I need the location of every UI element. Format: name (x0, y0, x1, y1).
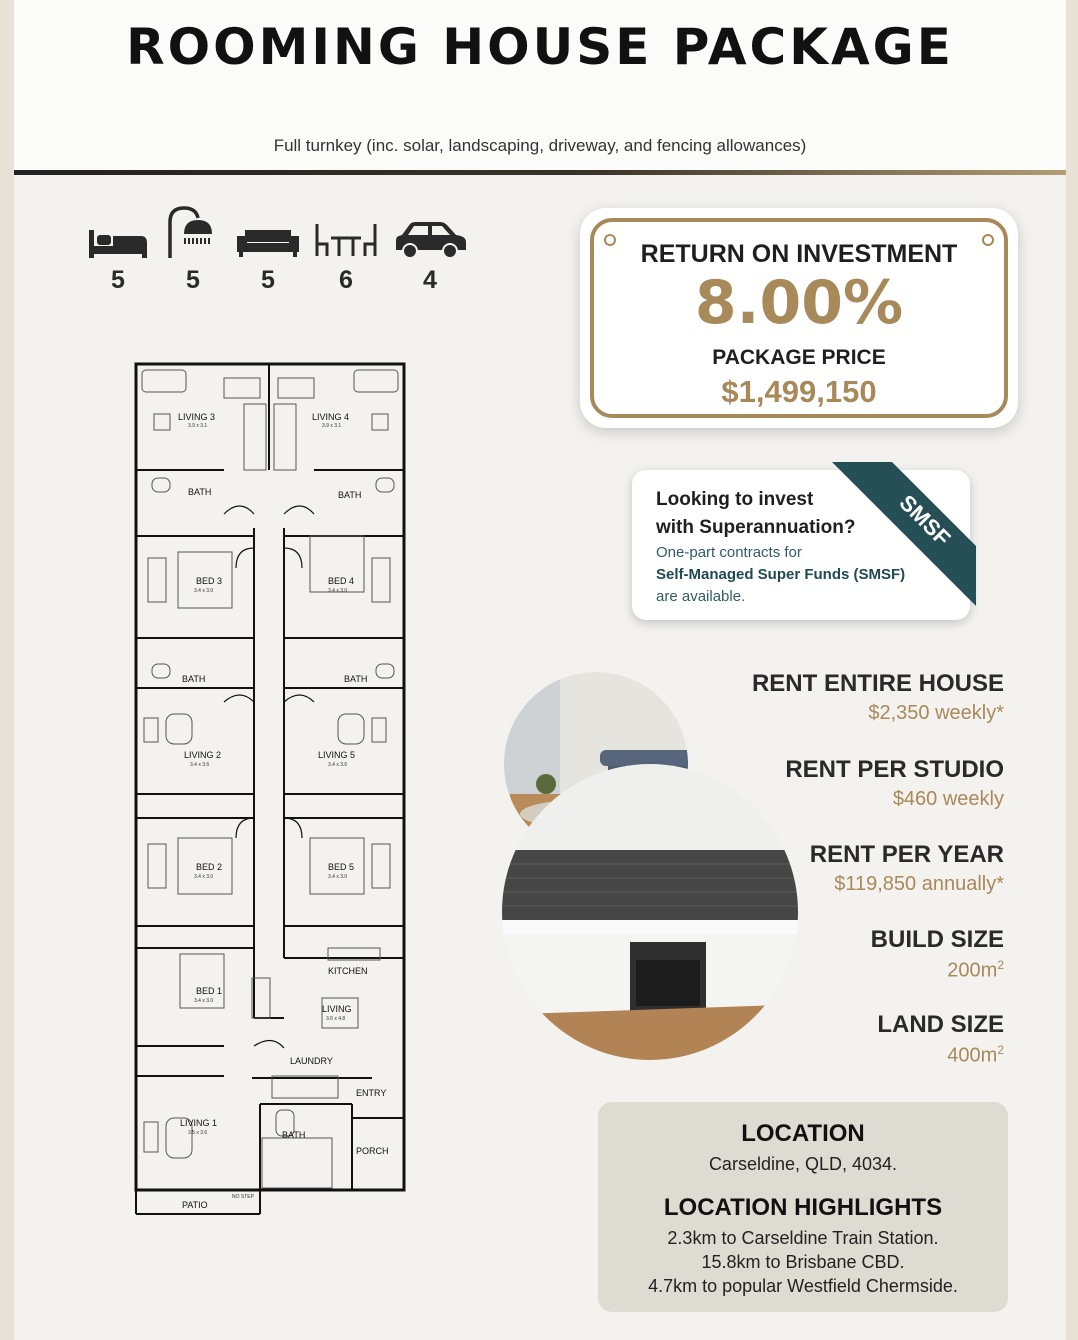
smsf-ribbon (832, 462, 992, 612)
feature-living (228, 210, 308, 295)
bed-icon (87, 210, 149, 260)
page-title: ROOMING HOUSE PACKAGE (126, 18, 954, 76)
package-price: $1,499,150 (721, 374, 877, 409)
location-box (598, 1102, 1008, 1312)
stat-rent-studio-value: $460 weekly (892, 788, 1004, 810)
dining-icon (311, 210, 381, 260)
smsf-question-line-2: with Superannuation? (656, 517, 856, 538)
room-bath-2: BATH (182, 674, 206, 684)
feature-icons (78, 210, 498, 320)
no-step-label: NO STEP (232, 1194, 254, 1200)
stat-rent-house-label: RENT ENTIRE HOUSE (751, 670, 1004, 697)
location-highlight: 2.3km to Carseldine Train Station. (667, 1228, 939, 1248)
room-bed-4: BED 4 (328, 576, 355, 586)
room-bath-1: BATH (282, 1130, 306, 1140)
location-highlights-title: LOCATION HIGHLIGHTS (663, 1194, 943, 1221)
roi-heading: RETURN ON INVESTMENT (640, 240, 958, 268)
stat-rent-studio-label: RENT PER STUDIO (785, 756, 1004, 783)
room-bath-3: BATH (188, 487, 212, 497)
room-bed-1-size: 3.4 x 3.0 (194, 998, 214, 1004)
room-living-1: LIVING 1 (180, 1118, 218, 1128)
room-entry: ENTRY (356, 1088, 387, 1098)
room-living: LIVING (322, 1004, 352, 1014)
room-living-3-size: 3.9 x 3.1 (188, 423, 208, 429)
dining-count: 6 (339, 266, 353, 294)
car-icon (390, 210, 470, 260)
room-patio: PATIO (182, 1200, 208, 1210)
header-divider (14, 170, 1066, 175)
flyer-page (14, 0, 1066, 1340)
build-size-number: 200m (947, 959, 998, 982)
room-bed-5: BED 5 (328, 862, 355, 872)
stat-land-size-label: LAND SIZE (877, 1011, 1004, 1038)
room-living-2-size: 3.4 x 3.6 (190, 762, 210, 768)
stat-rent-studio (704, 756, 1004, 811)
stat-land-size (704, 1011, 1004, 1068)
package-price-label: PACKAGE PRICE (712, 346, 886, 369)
roi-value: 8.00% (694, 268, 904, 338)
location-address: Carseldine, QLD, 4034. (708, 1154, 898, 1174)
roi-card (580, 208, 1018, 428)
shower-icon (162, 202, 224, 260)
stat-rent-house-value: $2,350 weekly* (868, 702, 1004, 724)
stat-rent-house (704, 670, 1004, 725)
bedroom-count: 5 (111, 266, 125, 294)
smsf-question-line-1: Looking to invest (656, 489, 814, 510)
room-living-5-size: 3.4 x 3.6 (328, 762, 348, 768)
land-size-number: 400m (947, 1044, 998, 1067)
room-kitchen: KITCHEN (328, 966, 368, 976)
feature-dining (306, 210, 386, 295)
bathroom-count: 5 (186, 266, 200, 294)
room-bed-4-size: 3.4 x 3.0 (328, 588, 348, 594)
room-bath-5: BATH (344, 674, 368, 684)
location-highlight: 15.8km to Brisbane CBD. (701, 1252, 905, 1272)
room-living-3: LIVING 3 (178, 412, 216, 422)
living-count: 5 (261, 266, 275, 294)
room-bath-4: BATH (338, 490, 362, 500)
stat-land-size-value (704, 1043, 1004, 1068)
smsf-desc-line-2: Self-Managed Super Funds (SMSF) (656, 566, 906, 583)
header (14, 0, 1066, 172)
feature-bedrooms (78, 210, 158, 295)
room-bed-5-size: 3.4 x 3.0 (328, 874, 348, 880)
room-living-size: 3.6 x 4.8 (326, 1016, 346, 1022)
room-porch: PORCH (356, 1146, 389, 1156)
floor-plan (132, 358, 414, 1220)
room-living-4: LIVING 4 (312, 412, 350, 422)
sofa-icon (233, 210, 303, 260)
stat-build-size (704, 926, 1004, 983)
parking-count: 4 (423, 266, 437, 294)
smsf-question (656, 486, 856, 542)
stat-rent-year-value: $119,850 annually* (834, 873, 1004, 895)
feature-bathrooms (153, 210, 233, 295)
room-bed-3-size: 3.4 x 3.0 (194, 588, 214, 594)
smsf-desc-line-3: are available. (656, 588, 746, 605)
stat-build-size-value (704, 958, 1004, 983)
location-title: LOCATION (741, 1120, 865, 1147)
stat-rent-year (704, 841, 1004, 896)
roi-frame (590, 218, 1008, 418)
room-bed-3: BED 3 (196, 576, 223, 586)
room-living-1-size: 3.5 x 3.6 (188, 1130, 208, 1136)
stat-rent-year-label: RENT PER YEAR (809, 841, 1004, 868)
room-bed-2: BED 2 (196, 862, 223, 872)
location-highlight: 4.7km to popular Westfield Chermside. (648, 1276, 958, 1296)
land-size-unit-sup: 2 (997, 1043, 1004, 1057)
room-bed-1: BED 1 (196, 986, 223, 996)
smsf-desc-line-1: One-part contracts for (656, 544, 802, 561)
room-living-4-size: 3.9 x 3.1 (322, 423, 342, 429)
room-living-5: LIVING 5 (318, 750, 356, 760)
room-laundry: LAUNDRY (290, 1056, 333, 1066)
smsf-ribbon-text: SMSF (894, 489, 956, 551)
build-size-unit-sup: 2 (997, 958, 1004, 972)
feature-parking (390, 210, 470, 295)
room-bed-2-size: 3.4 x 3.0 (194, 874, 214, 880)
page-subtitle: Full turnkey (inc. solar, landscaping, driveway, and fencing allowances) (273, 136, 807, 155)
room-living-2: LIVING 2 (184, 750, 222, 760)
stat-build-size-label: BUILD SIZE (870, 926, 1004, 953)
